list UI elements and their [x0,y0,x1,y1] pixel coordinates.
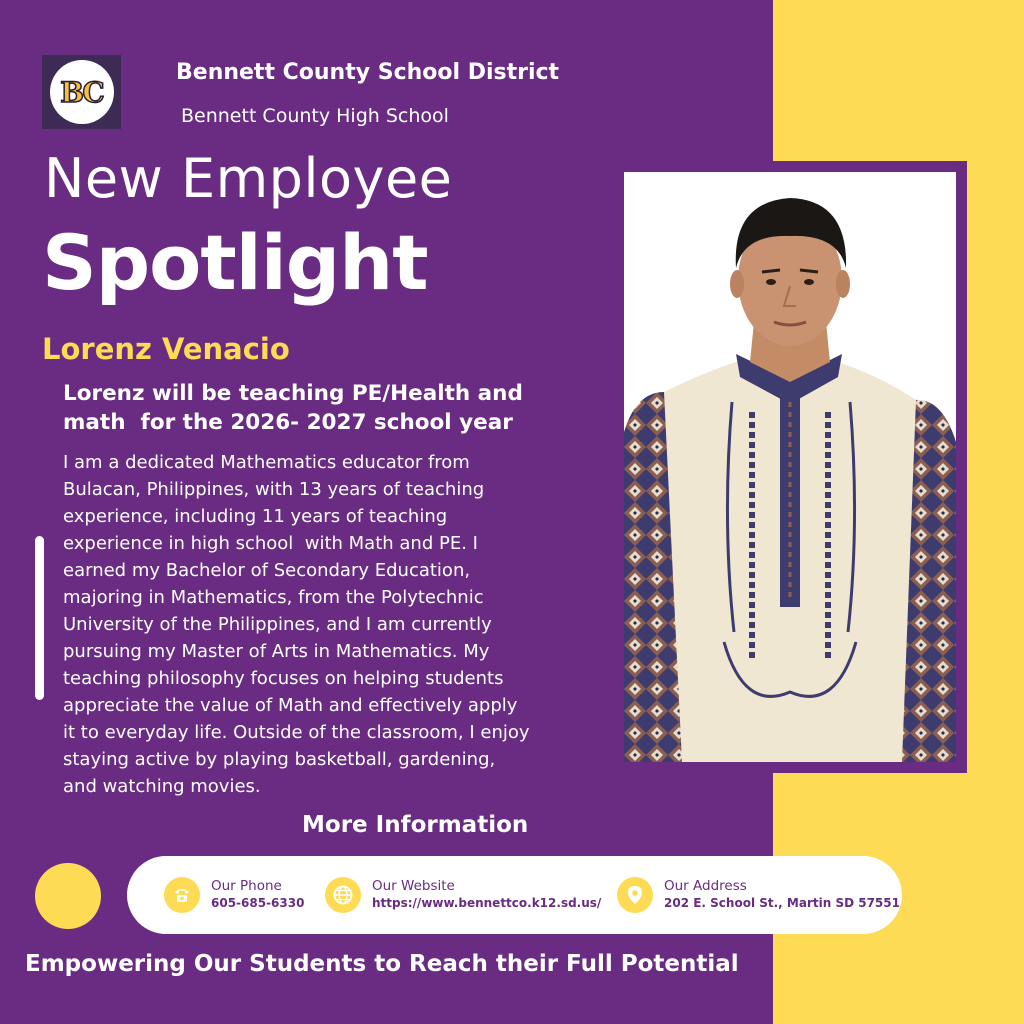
bio-line: pursuing my Master of Arts in Mathematics. My [63,641,490,662]
phone-label: Our Phone [211,878,282,894]
bio-line: experience, including 11 years of teaching [63,506,448,527]
contact-phone[interactable] [164,877,304,913]
employee-bio [63,449,603,800]
contact-website[interactable] [325,877,601,913]
bio-line: teaching philosophy focuses on helping students [63,668,504,689]
address-label: Our Address [664,878,747,894]
employee-photo [624,172,956,762]
contact-info-bar [127,856,902,934]
contact-address[interactable] [617,877,900,913]
more-information-heading: More Information [302,812,529,838]
tagline: Empowering Our Students to Reach their Full Potential [25,951,739,977]
globe-icon [325,877,361,913]
bio-line: experience in high school with Math and PE. I [63,533,478,554]
bio-line: I am a dedicated Mathematics educator from [63,452,470,473]
employee-role [63,379,623,437]
bio-line: it to everyday life. Outside of the classroom, I enjoy [63,722,530,743]
address-value: 202 E. School St., Martin SD 57551 [664,896,900,910]
phone-icon [164,877,200,913]
bio-line: majoring in Mathematics, from the Polytechnic [63,587,484,608]
bio-line: and watching movies. [63,776,261,797]
logo [42,55,121,129]
decorative-yellow-dot [35,863,101,929]
employee-name: Lorenz Venacio [42,332,290,366]
bio-line: earned my Bachelor of Secondary Education, [63,560,471,581]
website-label: Our Website [372,878,455,894]
website-value[interactable]: https://www.bennettco.k12.sd.us/ [372,896,602,910]
bio-line: appreciate the value of Math and effectively apply [63,695,518,716]
phone-value: 605-685-6330 [211,896,305,910]
school-name: Bennett County High School [181,105,449,127]
heading-spotlight: Spotlight [42,218,428,307]
role-line-2: math for the 2026- 2027 school year [63,410,513,435]
heading-new-employee: New Employee [44,147,453,210]
logo-text: BC [60,75,103,109]
employee-portrait-illustration [624,172,956,762]
accent-bar [35,536,44,700]
bio-line: University of the Philippines, and I am currently [63,614,492,635]
location-pin-icon [617,877,653,913]
district-name: Bennett County School District [176,60,560,85]
bio-line: Bulacan, Philippines, with 13 years of teaching [63,479,485,500]
role-line-1: Lorenz will be teaching PE/Health and [63,381,523,406]
bio-line: staying active by playing basketball, gardening, [63,749,496,770]
logo-circle [50,60,114,124]
